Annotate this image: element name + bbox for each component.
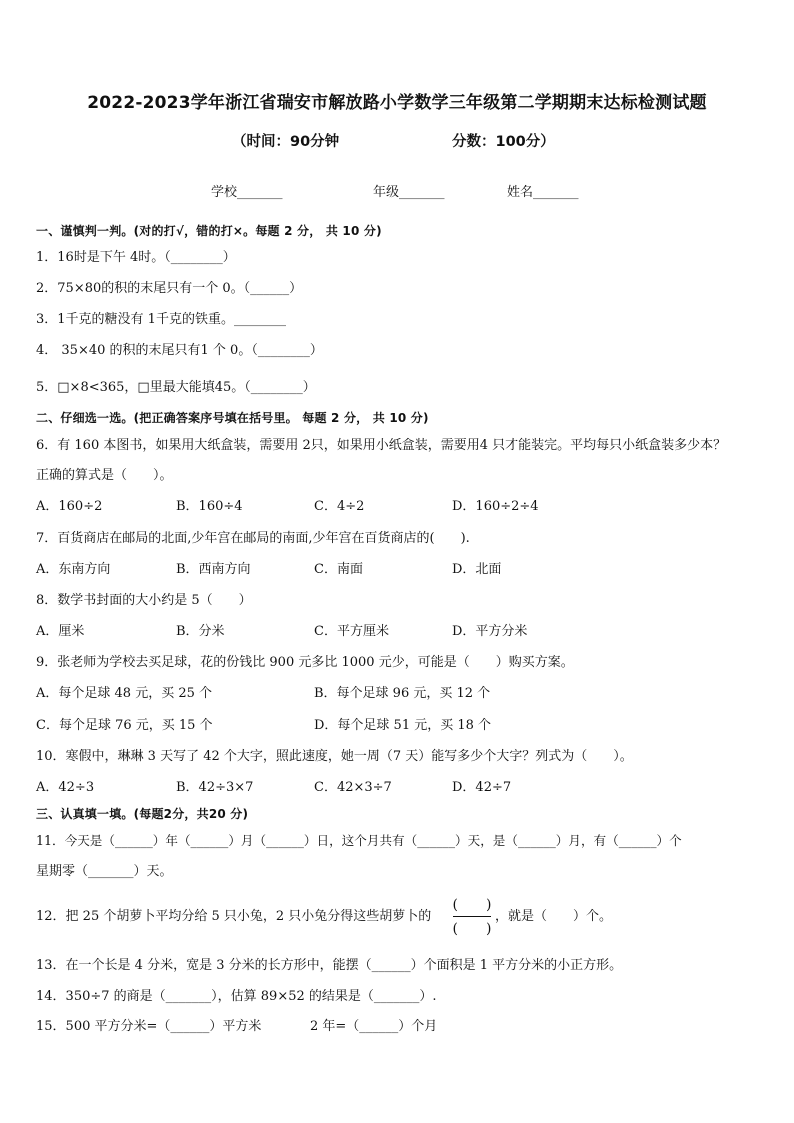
q7-option-c: C．南面 [314,562,363,577]
q10-option-c: C．42×3÷7 [314,780,392,795]
q6-option-a: A．160÷2 [36,499,103,514]
q9-option-a: A．每个足球 48 元，买 25 个 [36,686,213,701]
question-11: 11．今天是（______）年（______）月（______）日，这个月共有（______）天，是（______）月，有（______）个 [36,833,682,848]
q8-option-a: A．厘米 [36,624,85,639]
fraction-numerator-blank: ( ) [452,897,492,913]
q9-option-c: C．每个足球 76 元，买 15 个 [36,718,213,733]
question-6: 6．有 160 本图书，如果用大纸盒装，需要用 2只，如果用小纸盒装，需要用4 只才能装完。平均每只小纸盒装多少本？ [36,438,727,453]
question-3: 3．1千克的糖没有 1千克的铁重。________ [36,312,286,327]
question-12: 12．把 25 个胡萝卜平均分给 5 只小兔，2 只小兔分得这些胡萝卜的 [36,909,432,924]
q8-option-b: B．分米 [176,624,225,639]
name-field: 姓名_______ [507,185,579,200]
section-heading-3: 三、认真填一填。(每题2分，共20 分) [36,807,249,821]
q10-option-a: A．42÷3 [36,780,95,795]
question-10: 10．寒假中，琳琳 3 天写了 42 个大字，照此速度，她一周（7 天）能写多少个大字？列式为（ ）。 [36,749,633,764]
time-limit: （时间：90分钟 [232,134,340,150]
grade-field: 年级_______ [373,185,445,200]
q9-option-b: B．每个足球 96 元，买 12 个 [314,686,491,701]
question-1: 1．16时是下午 4时。（________） [36,250,236,265]
q8-option-c: C．平方厘米 [314,624,389,639]
question-7: 7．百货商店在邮局的北面,少年宫在邮局的南面,少年宫在百货商店的( ). [36,531,470,546]
q7-option-d: D．北面 [452,562,502,577]
question-2: 2．75×80的积的末尾只有一个 0。（______） [36,281,303,296]
q8-option-d: D．平方分米 [452,624,528,639]
q7-option-b: B．西南方向 [176,562,251,577]
question-6-prompt: 正确的算式是（ ）。 [36,468,173,483]
school-field: 学校_______ [211,185,283,200]
q6-option-d: D．160÷2÷4 [452,499,539,514]
q7-option-a: A．东南方向 [36,562,111,577]
q6-option-c: C．4÷2 [314,499,365,514]
section-heading-2: 二、仔细选一选。(把正确答案序号填在括号里。 每题 2 分， 共 10 分) [36,411,429,425]
question-13: 13．在一个长是 4 分米，宽是 3 分米的长方形中，能摆（______）个面积是 1 平方分米的小正方形。 [36,958,623,973]
fraction-blank [451,894,493,940]
question-9: 9．张老师为学校去买足球，花的份钱比 900 元多比 1000 元少，可能是（ ）购买方案。 [36,655,574,670]
page-title: 2022-2023学年浙江省瑞安市解放路小学数学三年级第二学期期末达标检测试题 [87,93,707,113]
question-14: 14．350÷7 的商是（_______），估算 89×52 的结果是（_______）. [36,989,437,1004]
section-heading-1: 一、谨慎判一判。(对的打√，错的打×。每题 2 分， 共 10 分) [36,224,382,238]
question-8: 8．数学书封面的大小约是 5（ ） [36,593,252,608]
total-score: 分数：100分） [452,134,555,150]
q6-option-b: B．160÷4 [176,499,243,514]
fraction-bar [453,916,491,917]
q9-option-d: D．每个足球 51 元，买 18 个 [314,718,492,733]
q10-option-b: B．42÷3×7 [176,780,254,795]
question-4: 4． 35×40 的积的末尾只有1 个 0。（________） [36,343,323,358]
question-11-cont: 星期零（_______）天。 [36,864,173,879]
question-15-part-2: 2 年=（______）个月 [310,1019,438,1034]
question-15: 15．500 平方分米=（______）平方米 [36,1019,262,1034]
question-12-cont: ，就是（ ）个。 [495,909,613,924]
question-5: 5．□×8<365，□里最大能填45。（________） [36,380,316,395]
fraction-denominator-blank: ( ) [452,921,492,937]
q10-option-d: D．42÷7 [452,780,512,795]
